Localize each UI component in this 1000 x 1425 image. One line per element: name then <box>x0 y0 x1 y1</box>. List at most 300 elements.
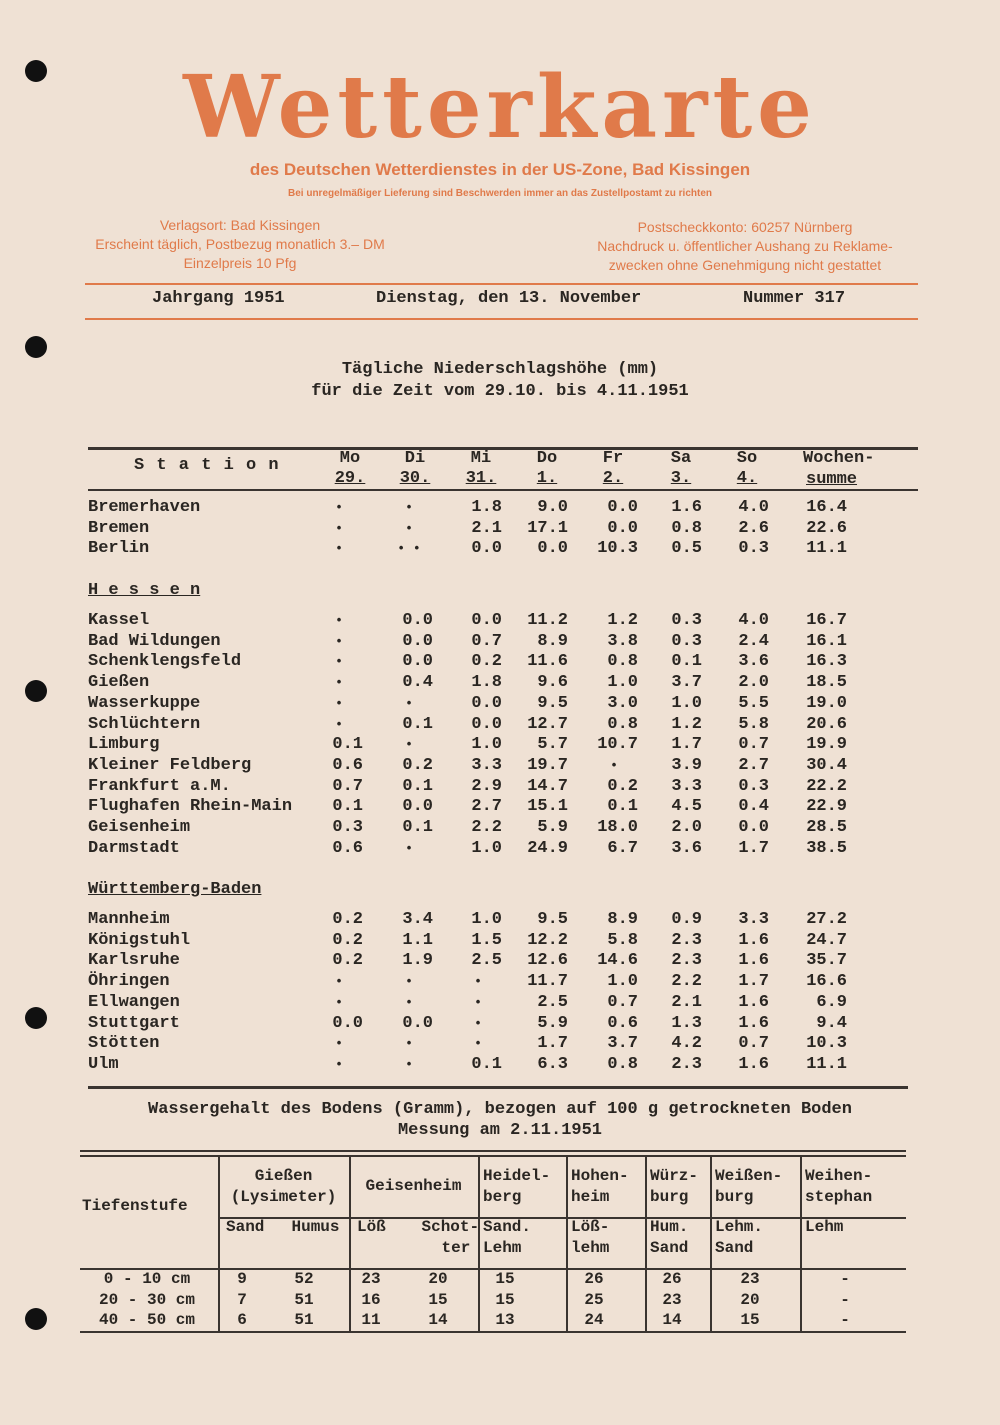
precip-value: 11.1 <box>806 539 847 559</box>
legal-line: zwecken ohne Genehmigung nicht gestattet <box>608 257 882 273</box>
precip-value: 0.8 <box>607 714 638 734</box>
soil-type: Schot- <box>421 1218 480 1236</box>
soil-station-name: stephan <box>805 1188 873 1206</box>
day-header: Fr <box>602 449 624 468</box>
soil-value: 51 <box>294 1290 314 1309</box>
day-date-header: 1. <box>536 469 558 488</box>
precip-value: 1.6 <box>671 498 702 517</box>
precip-value: 2.7 <box>738 755 769 775</box>
precip-value: 0.2 <box>332 930 363 950</box>
publisher-line: Verlagsort: Bad Kissingen <box>159 217 321 233</box>
soil-column-divider <box>566 1155 568 1331</box>
station-name: Karlsruhe <box>88 951 180 971</box>
soil-station-name: Weißen- <box>715 1167 783 1185</box>
soil-station-name: Heidel- <box>483 1167 551 1185</box>
precip-value: 2.0 <box>738 673 769 693</box>
precip-value: 3.8 <box>607 631 638 651</box>
precip-value: 2.3 <box>671 1054 702 1074</box>
precip-value: • <box>335 716 343 732</box>
precip-value: 3.3 <box>671 776 702 796</box>
precip-value: 0.3 <box>738 776 769 796</box>
precip-value: • <box>405 695 413 711</box>
soil-type: Löß- <box>571 1218 610 1236</box>
punch-hole <box>25 1308 47 1330</box>
soil-station-name: (Lysimeter) <box>230 1188 337 1206</box>
soil-value: 15 <box>495 1290 515 1309</box>
precip-value: • <box>335 654 343 670</box>
station-name: Bremerhaven <box>88 498 201 517</box>
precip-value: • <box>335 675 343 691</box>
station-name: Berlin <box>88 539 150 559</box>
station-name: Limburg <box>88 735 160 755</box>
soil-station-name: berg <box>483 1188 522 1206</box>
station-name: Flughafen Rhein-Main <box>88 797 293 817</box>
precip-value: 14.6 <box>597 951 638 971</box>
soil-type: Humus <box>291 1218 340 1236</box>
soil-column-divider <box>800 1155 802 1331</box>
precip-value: 3.7 <box>607 1034 638 1054</box>
soil-type: Sand <box>650 1239 689 1257</box>
precip-value: 0.0 <box>332 1013 363 1033</box>
precip-value: 2.5 <box>537 992 568 1012</box>
precip-value: 6.3 <box>537 1054 568 1074</box>
precip-value: 0.9 <box>671 910 702 929</box>
precip-value: 20.6 <box>806 714 847 734</box>
precip-value: 0.7 <box>471 631 502 651</box>
precip-value: • <box>405 500 413 515</box>
punch-hole <box>25 336 47 358</box>
precip-value: 22.6 <box>806 518 847 538</box>
precip-value: 10.7 <box>597 735 638 755</box>
legal-line: Postscheckkonto: 60257 Nürnberg <box>637 219 853 235</box>
station-name: Darmstadt <box>88 838 180 858</box>
issue-number: Nummer 317 <box>743 289 846 308</box>
subtitle: des Deutschen Wetterdienstes in der US-Zone, Bad Kissingen <box>249 160 751 179</box>
precip-value: 0.1 <box>402 776 433 796</box>
soil-value: 14 <box>428 1311 448 1329</box>
precip-value: 3.3 <box>738 910 769 929</box>
precip-value: 2.4 <box>738 631 769 651</box>
week-sum-header: Wochen- <box>803 449 875 468</box>
precip-value: 2.5 <box>471 951 502 971</box>
precip-value: 0.1 <box>332 797 363 817</box>
precip-value: 0.0 <box>738 818 769 837</box>
complaint-notice: Bei unregelmäßiger Lieferung sind Beschwerden immer an das Zustellpostamt zu richten <box>288 188 712 199</box>
precip-value: 38.5 <box>806 838 847 858</box>
precip-value: 16.3 <box>806 652 847 672</box>
precip-value: • <box>610 757 618 773</box>
precip-value: 6.7 <box>607 838 638 858</box>
precip-value: 0.0 <box>471 611 502 630</box>
precip-value: 12.2 <box>527 930 568 950</box>
depth-label: 40 - 50 cm <box>98 1311 195 1329</box>
issue-date: Dienstag, den 13. November <box>376 289 642 308</box>
publisher-line: Einzelpreis 10 Pfg <box>183 255 297 271</box>
precip-value: 0.0 <box>402 631 433 651</box>
station-name: Schlüchtern <box>88 714 201 734</box>
precip-value: 1.0 <box>607 972 638 992</box>
precip-value: 16.7 <box>806 611 847 630</box>
station-name: Ulm <box>88 1054 119 1074</box>
precip-value: • <box>335 633 343 649</box>
precip-value: 8.9 <box>537 631 568 651</box>
precip-value: 16.1 <box>806 631 847 651</box>
soil-value: - <box>840 1311 850 1329</box>
station-name: Kassel <box>88 611 150 630</box>
precip-value: 12.7 <box>527 714 568 734</box>
precip-value: • • <box>397 541 421 557</box>
station-name: Bad Wildungen <box>88 631 221 651</box>
day-header: Di <box>404 449 426 468</box>
precip-value: • <box>335 1036 343 1052</box>
precip-value: 1.7 <box>671 735 702 755</box>
publisher-info <box>60 216 420 273</box>
precip-value: 0.6 <box>607 1013 638 1033</box>
precip-value: 11.6 <box>527 652 568 672</box>
precip-value: 28.5 <box>806 818 847 837</box>
precip-value: 1.3 <box>671 1013 702 1033</box>
precip-header-rule <box>88 489 918 491</box>
precip-value: 11.7 <box>527 972 568 992</box>
precip-value: 0.8 <box>607 652 638 672</box>
soil-column-divider <box>710 1155 712 1331</box>
week-sum-header: summe <box>806 470 858 489</box>
precip-value: 18.0 <box>597 818 638 837</box>
soil-station-name: Hohen- <box>571 1167 629 1185</box>
precip-value: 17.1 <box>527 518 568 538</box>
soil-value: 23 <box>361 1270 381 1288</box>
station-name: Stuttgart <box>88 1013 180 1033</box>
precip-value: 0.2 <box>332 951 363 971</box>
precip-value: 2.2 <box>471 818 502 837</box>
precip-value: 0.1 <box>471 1054 502 1074</box>
precip-value: 9.0 <box>537 498 568 517</box>
precip-value: 5.8 <box>607 930 638 950</box>
precip-value: 0.1 <box>402 818 433 837</box>
soil-value: 9 <box>237 1270 247 1288</box>
soil-value: 20 <box>740 1290 760 1309</box>
station-name: Gießen <box>88 673 150 693</box>
precip-value: 4.5 <box>671 797 702 817</box>
rule-bottom <box>85 318 918 320</box>
precip-value: 0.0 <box>607 498 638 517</box>
precip-value: 0.1 <box>607 797 638 817</box>
precip-value: 2.2 <box>671 972 702 992</box>
soil-type: ter <box>441 1239 471 1257</box>
precip-value: • <box>405 737 413 753</box>
precip-value: 35.7 <box>806 951 847 971</box>
soil-value: 15 <box>740 1311 760 1329</box>
soil-type: Sand. <box>483 1218 532 1236</box>
soil-station-name: Würz- <box>650 1167 699 1185</box>
station-name: Ellwangen <box>88 992 180 1012</box>
day-header: Mi <box>470 449 492 468</box>
precip-value: 0.1 <box>332 735 363 755</box>
precip-value: 0.0 <box>471 714 502 734</box>
soil-table-bottom-rule <box>80 1331 906 1333</box>
station-name: Bremen <box>88 518 150 538</box>
precip-value: 10.3 <box>806 1034 847 1054</box>
precip-value: • <box>335 1056 343 1072</box>
day-header: So <box>736 449 758 468</box>
precip-value: 0.5 <box>671 539 702 559</box>
precip-value: 0.0 <box>402 611 433 630</box>
soil-value: 26 <box>584 1270 604 1288</box>
precip-value: 0.3 <box>671 611 702 630</box>
soil-station-name: burg <box>715 1188 754 1206</box>
precip-value: 3.9 <box>671 755 702 775</box>
soil-value: 25 <box>584 1290 604 1309</box>
precip-value: 9.5 <box>537 910 568 929</box>
station-name: Mannheim <box>88 910 170 929</box>
precip-value: 19.7 <box>527 755 568 775</box>
precip-value: • <box>405 974 413 990</box>
precip-value: 11.2 <box>527 611 568 630</box>
soil-station-name: Geisenheim <box>365 1177 462 1195</box>
station-name: Öhringen <box>88 972 170 992</box>
precip-value: 0.3 <box>671 631 702 651</box>
soil-value: 52 <box>294 1270 314 1288</box>
precip-value: 0.4 <box>738 797 769 817</box>
day-date-header: 2. <box>602 469 624 488</box>
precip-value: 0.0 <box>402 1013 433 1033</box>
precip-value: 0.2 <box>402 755 433 775</box>
soil-type: Sand <box>226 1218 265 1236</box>
soil-station-name: Weihen- <box>805 1167 873 1185</box>
station-column-header: S t a t i o n <box>134 456 280 475</box>
precip-value: 1.0 <box>471 735 502 755</box>
soil-value: 13 <box>495 1311 515 1329</box>
precip-value: 2.6 <box>738 518 769 538</box>
soil-value: 6 <box>237 1311 247 1329</box>
precip-subtitle: für die Zeit vom 29.10. bis 4.11.1951 <box>311 382 689 401</box>
soil-subtitle: Messung am 2.11.1951 <box>397 1121 603 1140</box>
precip-value: 0.0 <box>537 539 568 559</box>
precip-value: 1.6 <box>738 951 769 971</box>
precip-value: 0.0 <box>471 693 502 713</box>
precip-value: 12.6 <box>527 951 568 971</box>
precip-value: 1.6 <box>738 1013 769 1033</box>
precip-value: • <box>335 520 343 536</box>
soil-value: 23 <box>740 1270 760 1288</box>
precip-value: 1.7 <box>537 1034 568 1054</box>
precip-value: 3.6 <box>738 652 769 672</box>
soil-type: Lehm <box>805 1218 844 1236</box>
precip-value: 0.2 <box>471 652 502 672</box>
soil-type: Löß <box>357 1218 386 1236</box>
day-header: Do <box>536 449 558 468</box>
precip-value: 1.0 <box>471 910 502 929</box>
precip-value: • <box>335 695 343 711</box>
precip-value: • <box>405 520 413 536</box>
precip-value: 1.7 <box>738 972 769 992</box>
station-name: Stötten <box>88 1034 160 1054</box>
precip-value: 0.2 <box>332 910 363 929</box>
precip-value: 0.4 <box>402 673 433 693</box>
region-heading: H e s s e n <box>88 581 201 600</box>
soil-value: 51 <box>294 1311 314 1329</box>
precip-value: • <box>474 994 482 1010</box>
soil-title: Wassergehalt des Bodens (Gramm), bezogen auf 100 g getrockneten Boden <box>148 1100 852 1119</box>
depth-header: Tiefenstufe <box>82 1197 188 1215</box>
precip-value: 0.8 <box>671 518 702 538</box>
precip-value: • <box>405 1056 413 1072</box>
precip-value: 22.9 <box>806 797 847 817</box>
precip-value: 8.9 <box>607 910 638 929</box>
precip-value: 0.7 <box>738 1034 769 1054</box>
precip-value: 0.3 <box>332 818 363 837</box>
punch-hole <box>25 1007 47 1029</box>
day-header: Mo <box>339 449 361 468</box>
precip-value: 15.1 <box>527 797 568 817</box>
soil-table-top-rule <box>80 1155 906 1157</box>
precip-value: 5.7 <box>537 735 568 755</box>
precip-value: 0.0 <box>402 652 433 672</box>
precip-value: • <box>335 994 343 1010</box>
soil-table-top-rule <box>80 1150 906 1152</box>
newspaper-title: Wetterkarte <box>183 57 817 158</box>
precip-table-bottom-rule <box>88 1086 908 1089</box>
precip-value: 1.0 <box>471 838 502 858</box>
issue-year: Jahrgang 1951 <box>152 289 285 308</box>
precip-value: 24.9 <box>527 838 568 858</box>
precip-value: 3.7 <box>671 673 702 693</box>
precip-value: 11.1 <box>806 1054 847 1074</box>
soil-value: 26 <box>662 1270 682 1288</box>
precip-value: 0.6 <box>332 838 363 858</box>
precip-value: 30.4 <box>806 755 847 775</box>
precip-value: 1.1 <box>402 930 433 950</box>
precip-value: 1.8 <box>471 498 502 517</box>
precip-value: 9.4 <box>816 1013 847 1033</box>
precip-value: 1.2 <box>671 714 702 734</box>
precip-value: 5.5 <box>738 693 769 713</box>
precip-value: 3.0 <box>607 693 638 713</box>
precip-value: 0.7 <box>332 776 363 796</box>
precip-value: 9.5 <box>537 693 568 713</box>
soil-value: - <box>840 1270 850 1288</box>
precip-value: 1.0 <box>607 673 638 693</box>
day-date-header: 30. <box>399 469 431 488</box>
soil-station-name: Gießen <box>254 1167 313 1185</box>
soil-value: 15 <box>428 1290 448 1309</box>
precip-value: 0.6 <box>332 755 363 775</box>
precip-value: • <box>335 500 343 515</box>
soil-type: Sand <box>715 1239 754 1257</box>
precip-value: 1.8 <box>471 673 502 693</box>
precip-value: 9.6 <box>537 673 568 693</box>
precip-value: 3.3 <box>471 755 502 775</box>
depth-label: 0 - 10 cm <box>103 1270 191 1288</box>
precip-value: 0.8 <box>607 1054 638 1074</box>
precip-value: 2.3 <box>671 951 702 971</box>
station-name: Königstuhl <box>88 930 191 950</box>
soil-value: 15 <box>495 1270 515 1288</box>
precip-value: 6.9 <box>816 992 847 1012</box>
precip-value: 0.3 <box>738 539 769 559</box>
precip-value: 10.3 <box>597 539 638 559</box>
soil-value: 14 <box>662 1311 682 1329</box>
legal-info <box>560 218 930 275</box>
precip-value: • <box>405 1036 413 1052</box>
precip-title: Tägliche Niederschlagshöhe (mm) <box>341 360 659 379</box>
soil-value: 11 <box>361 1311 381 1329</box>
precip-value: 0.0 <box>471 539 502 559</box>
precip-value: 0.0 <box>607 518 638 538</box>
precip-value: 16.4 <box>806 498 847 517</box>
precip-value: • <box>474 1036 482 1052</box>
precip-value: • <box>474 1015 482 1031</box>
precip-value: 0.0 <box>402 797 433 817</box>
precip-value: • <box>474 974 482 990</box>
day-date-header: 31. <box>465 469 497 488</box>
precip-value: 1.6 <box>738 1054 769 1074</box>
precip-value: 3.4 <box>402 910 433 929</box>
day-date-header: 3. <box>670 469 692 488</box>
precip-value: 1.7 <box>738 838 769 858</box>
precip-value: 0.1 <box>402 714 433 734</box>
precip-value: • <box>405 994 413 1010</box>
soil-value: 16 <box>361 1290 381 1309</box>
soil-value: 7 <box>237 1290 247 1309</box>
precip-value: 1.5 <box>471 930 502 950</box>
precip-value: 27.2 <box>806 910 847 929</box>
precip-value: 1.6 <box>738 992 769 1012</box>
precip-value: 2.1 <box>471 518 502 538</box>
precip-value: 2.1 <box>671 992 702 1012</box>
publisher-line: Erscheint täglich, Postbezug monatlich 3.– DM <box>95 236 385 252</box>
soil-value: 20 <box>428 1270 448 1288</box>
soil-station-name: heim <box>571 1188 610 1206</box>
precip-value: 3.6 <box>671 838 702 858</box>
precip-value: 4.0 <box>738 498 769 517</box>
precip-value: 5.8 <box>738 714 769 734</box>
precip-value: 1.6 <box>738 930 769 950</box>
rule-top <box>85 283 918 285</box>
precip-value: • <box>335 974 343 990</box>
day-date-header: 29. <box>334 469 366 488</box>
precip-value: 5.9 <box>537 818 568 837</box>
precip-value: 2.9 <box>471 776 502 796</box>
soil-station-name: burg <box>650 1188 689 1206</box>
day-header: Sa <box>670 449 692 468</box>
soil-value: 23 <box>662 1290 682 1309</box>
precip-value: 4.2 <box>671 1034 702 1054</box>
precip-value: 0.7 <box>607 992 638 1012</box>
precip-value: 19.0 <box>806 693 847 713</box>
soil-value: - <box>840 1290 850 1309</box>
station-name: Wasserkuppe <box>88 693 201 713</box>
precip-value: 1.2 <box>607 611 638 630</box>
precip-value: 16.6 <box>806 972 847 992</box>
station-name: Schenklengsfeld <box>88 652 242 672</box>
legal-line: Nachdruck u. öffentlicher Aushang zu Reklame- <box>597 238 893 254</box>
depth-label: 20 - 30 cm <box>98 1290 195 1309</box>
precip-value: 4.0 <box>738 611 769 630</box>
precip-value: 18.5 <box>806 673 847 693</box>
precip-value: 0.2 <box>607 776 638 796</box>
region-heading: Württemberg-Baden <box>88 880 262 899</box>
precip-value: 2.0 <box>671 818 702 837</box>
precip-value: 22.2 <box>806 776 847 796</box>
precip-value: 19.9 <box>806 735 847 755</box>
station-name: Kleiner Feldberg <box>88 755 252 775</box>
station-name: Frankfurt a.M. <box>88 776 231 796</box>
precip-value: 14.7 <box>527 776 568 796</box>
precip-value: • <box>335 613 343 628</box>
precip-value: 2.3 <box>671 930 702 950</box>
precip-value: 0.7 <box>738 735 769 755</box>
